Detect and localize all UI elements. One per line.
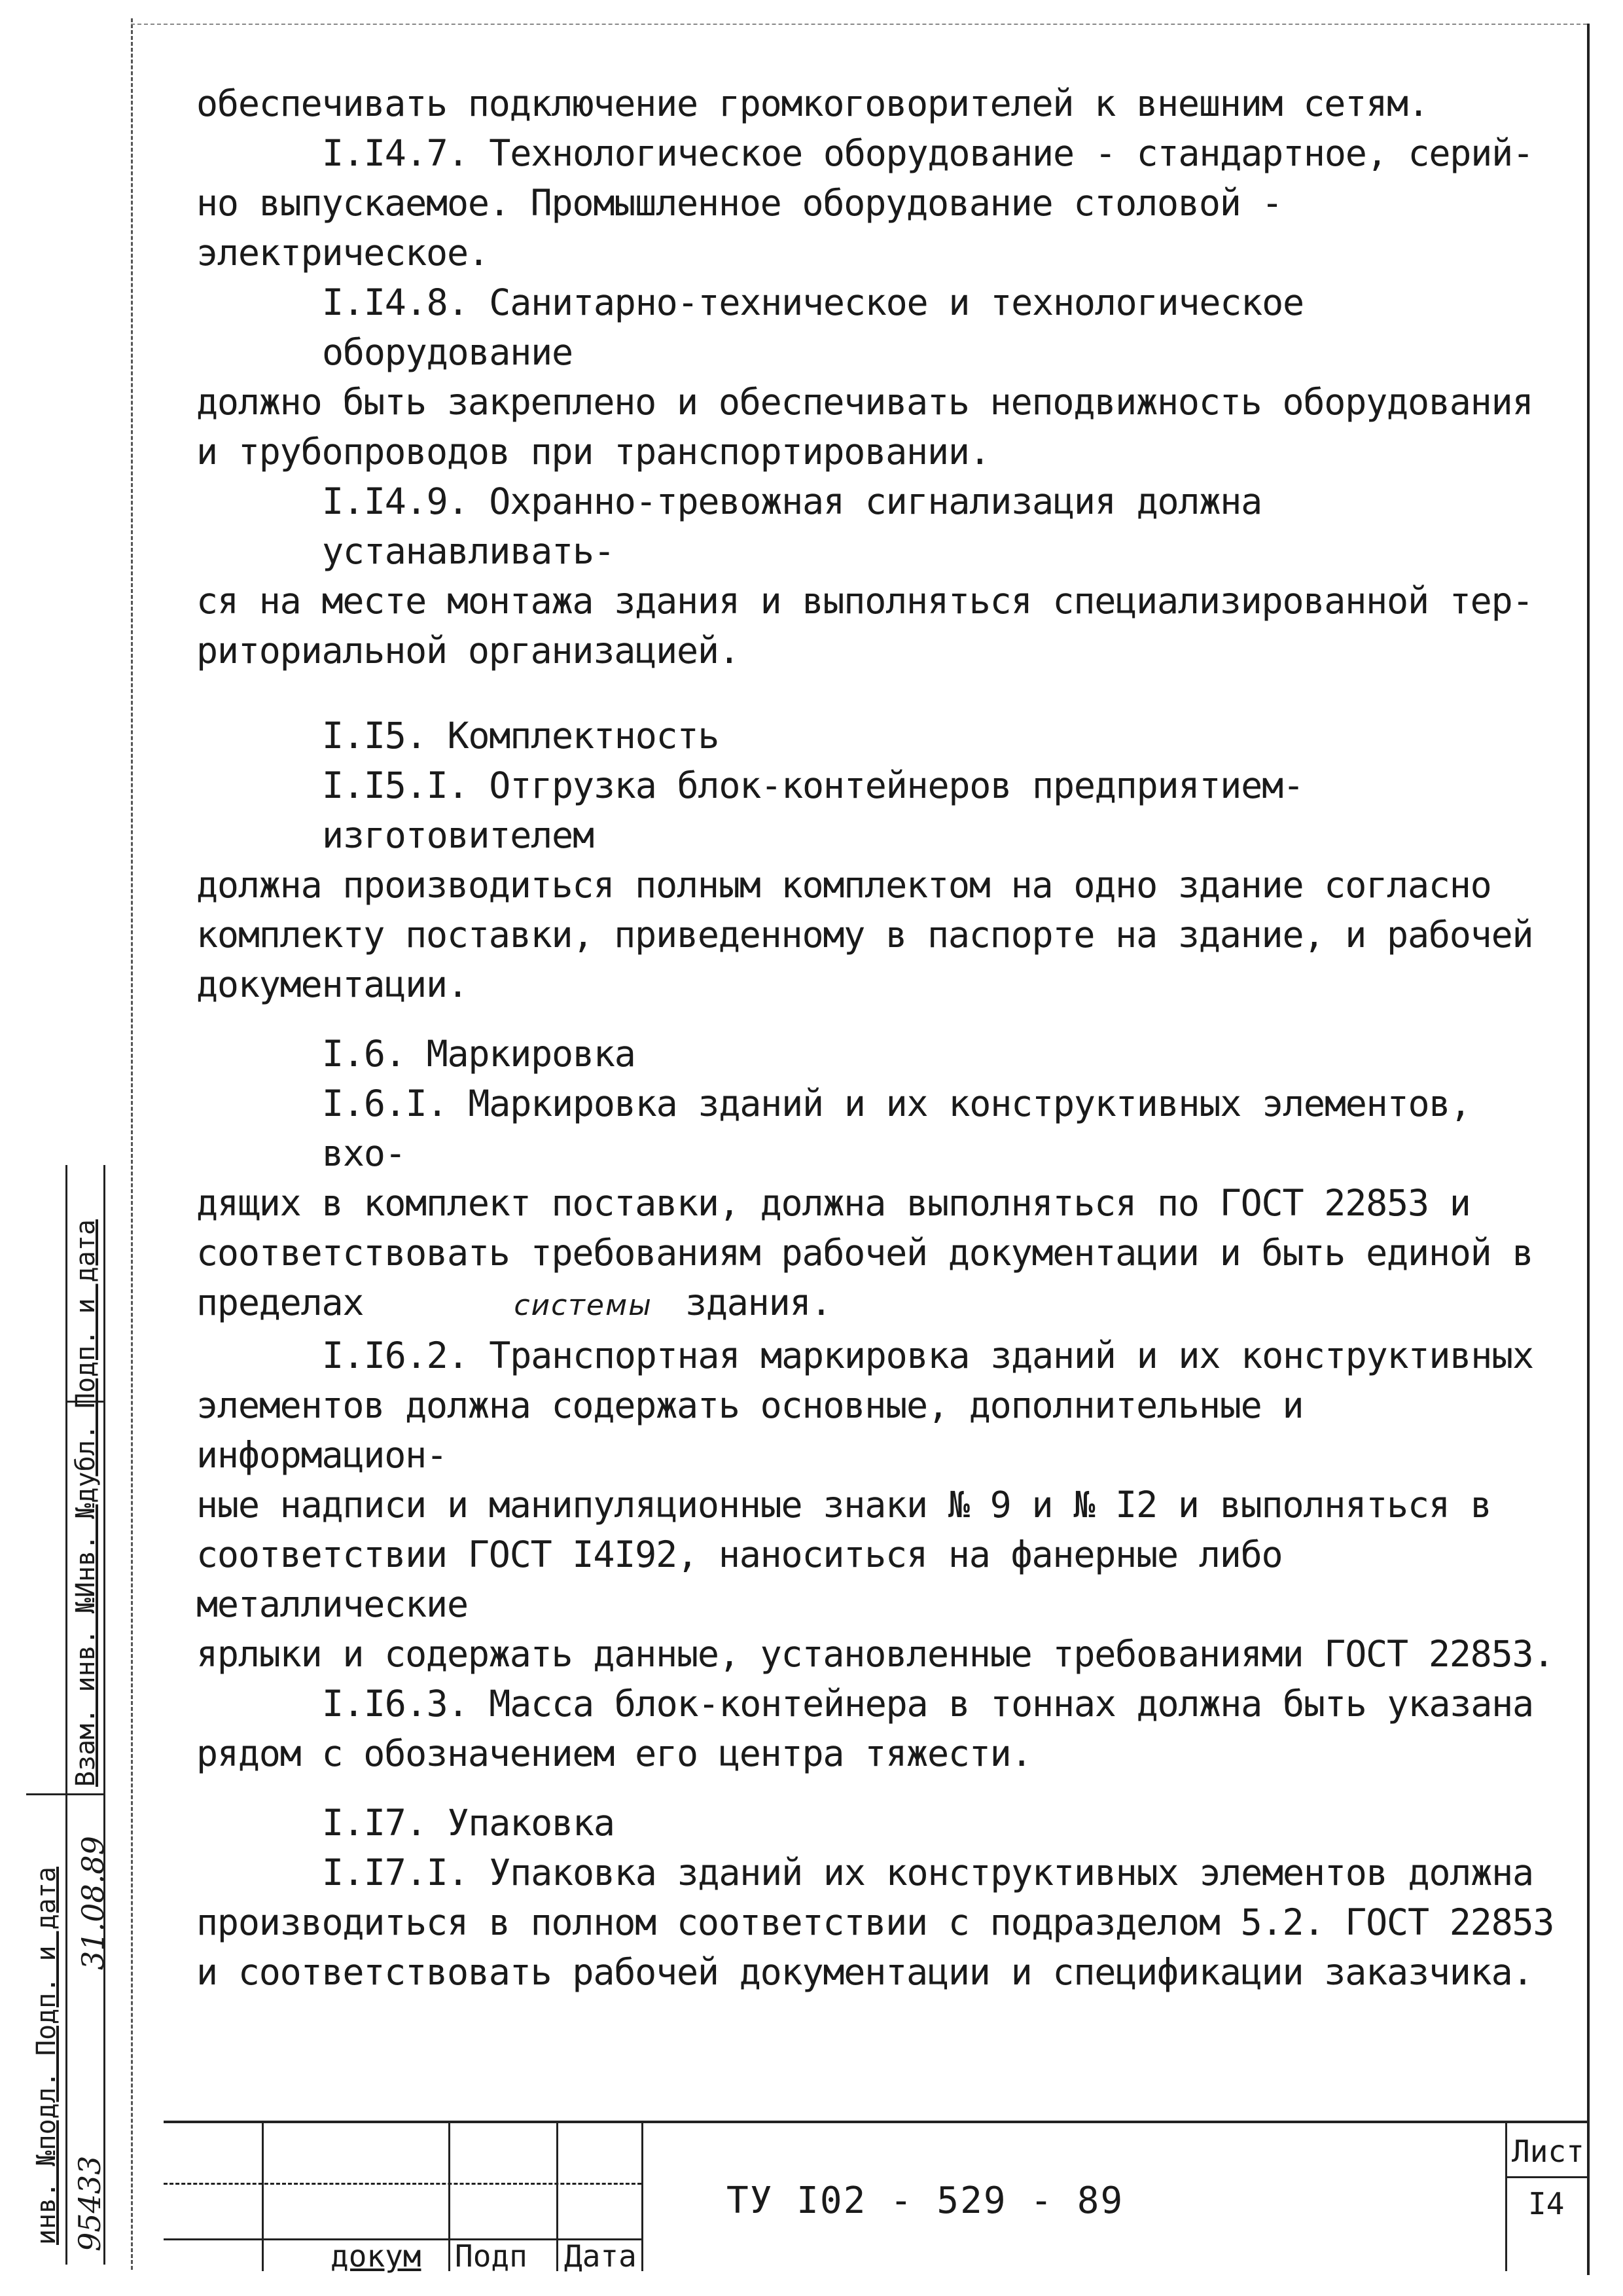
- paragraph-line: ярлыки и содержать данные, установленные требованиями ГОСТ 22853.: [196, 1633, 1554, 1675]
- sheet-number: I4: [1528, 2186, 1565, 2221]
- paragraph-line: документации.: [196, 963, 468, 1005]
- title-block: [164, 2121, 1587, 2274]
- paragraph: [196, 476, 1571, 675]
- stamp-label-bottom: инв. №подл. Подп. и дата: [31, 1867, 62, 2245]
- paragraph: [196, 1079, 1571, 1278]
- paragraph-line: ся на месте монтажа здания и выполняться специализированной тер-: [196, 580, 1533, 622]
- paragraph: [196, 128, 1571, 278]
- paragraph-line: но выпускаемое. Промышленное оборудование столовой - электрическое.: [196, 182, 1304, 274]
- page-frame-top: [131, 24, 1587, 25]
- paragraph-line: I.I4.7. Технологическое оборудование - стандартное, серий-: [322, 132, 1533, 174]
- paragraph: [196, 1029, 1571, 1079]
- paragraph-line: I.I7.I. Упаковка зданий их конструктивных элементов должна: [322, 1852, 1533, 1893]
- paragraph-line: соответствии ГОСТ I4I92, наноситься на фанерные либо металлические: [196, 1534, 1304, 1625]
- paragraph-line: I.6.I. Маркировка зданий и их конструктивных элементов, вхо-: [322, 1083, 1492, 1174]
- line-text: здания.: [685, 1282, 832, 1323]
- paragraph: [196, 711, 1571, 761]
- section-gap: [196, 1778, 1571, 1798]
- paragraph-line: комплекту поставки, приведенному в паспорте на здание, и рабочей: [196, 914, 1533, 956]
- paragraph-line: I.I6.2. Транспортная маркировка зданий и их конструктивных: [322, 1335, 1533, 1376]
- paragraph: [196, 1798, 1571, 1848]
- paragraph: [196, 79, 1571, 128]
- stamp-signature-date: 31.08.89: [75, 1836, 111, 1970]
- page-frame-right: [1587, 24, 1590, 2275]
- paragraph-line: и соответствовать рабочей документации и спецификации заказчика.: [196, 1951, 1533, 1993]
- paragraph-line: ные надписи и манипуляционные знаки № 9 и № I2 и выполняться в: [196, 1484, 1491, 1526]
- col-podp: Подп: [455, 2238, 527, 2274]
- paragraph-line: I.I5. Комплектность: [322, 715, 719, 757]
- line-text: пределах: [196, 1282, 364, 1323]
- paragraph-line: и трубопроводов при транспортировании.: [196, 431, 990, 473]
- paragraph-line: I.6. Маркировка: [322, 1033, 635, 1075]
- paragraph-line: обеспечивать подключение громкоговорителей к внешним сетям.: [196, 82, 1429, 124]
- paragraph: [196, 761, 1571, 1009]
- paragraph-line: должно быть закреплено и обеспечивать неподвижность оборудования: [196, 381, 1533, 423]
- page-frame-left: [131, 18, 133, 2270]
- paragraph-line: производиться в полном соответствии с подразделом 5.2. ГОСТ 22853: [196, 1901, 1554, 1943]
- paragraph: [196, 1331, 1571, 1679]
- paragraph: [196, 1679, 1571, 1778]
- paragraph-line: дящих в комплект поставки, должна выполняться по ГОСТ 22853 и: [196, 1182, 1471, 1224]
- paragraph-line: рядом с обозначением его центра тяжести.: [196, 1732, 1032, 1774]
- col-data: Дата: [564, 2238, 637, 2274]
- paragraph-line: [196, 1278, 1571, 1331]
- side-stamp: [26, 1165, 131, 2265]
- paragraph-line: соответствовать требованиям рабочей документации и быть единой в: [196, 1232, 1533, 1274]
- stamp-label-top: Взам. инв. №Инв. №дубл. Подп. и дата: [71, 1219, 101, 1787]
- section-gap: [196, 1009, 1571, 1029]
- paragraph-line: I.I4.9. Охранно-тревожная сигнализация должна устанавливать-: [322, 480, 1283, 572]
- paragraph-line: I.I6.3. Масса блок-контейнера в тоннах должна быть указана: [322, 1683, 1533, 1725]
- document-code: ТУ I02 - 529 - 89: [726, 2179, 1124, 2222]
- paragraph-line: риториальной организацией.: [196, 630, 740, 672]
- paragraph-line: I.I4.8. Санитарно-техническое и технологическое оборудование: [322, 281, 1325, 373]
- stamp-inventory-number: 95433: [72, 2155, 107, 2251]
- paragraph: [196, 1848, 1571, 1997]
- paragraph: [196, 278, 1571, 476]
- sheet-label: Лист: [1512, 2134, 1584, 2169]
- col-docum: докум: [330, 2238, 421, 2274]
- document-body: [196, 79, 1571, 1997]
- handwritten-insert: системы: [514, 1289, 652, 1322]
- paragraph-line: I.I7. Упаковка: [322, 1802, 615, 1844]
- section-gap: [196, 675, 1571, 711]
- paragraph-line: элементов должна содержать основные, дополнительные и информацион-: [196, 1384, 1325, 1476]
- paragraph-line: должна производиться полным комплектом на одно здание согласно: [196, 864, 1491, 906]
- paragraph-line: I.I5.I. Отгрузка блок-контейнеров предприятием-изготовителем: [322, 764, 1304, 856]
